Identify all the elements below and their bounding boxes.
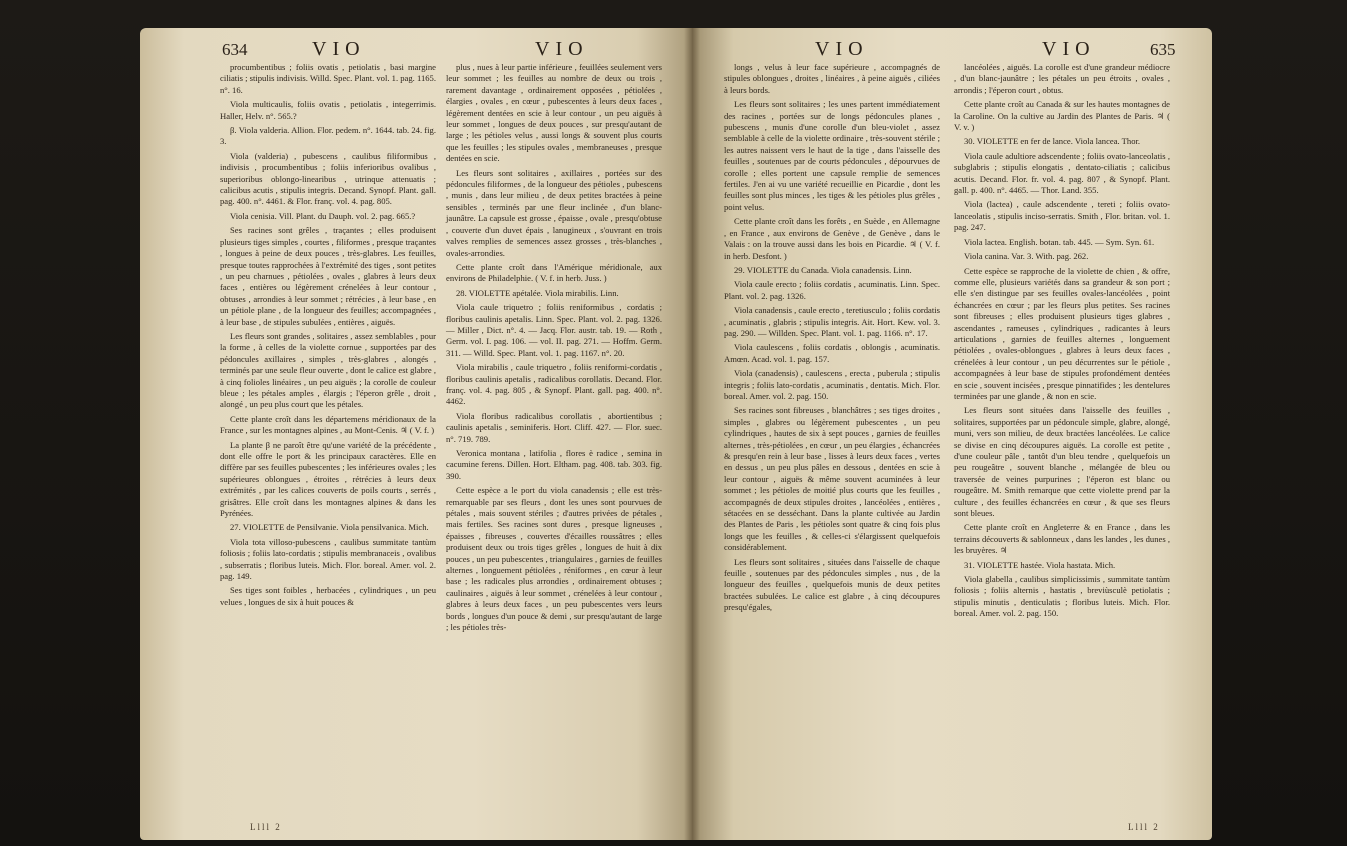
paragraph: Viola multicaulis, foliis ovatis , petiolatis , integerrimis. Haller, Helv. n°. 565.?	[220, 99, 436, 121]
right-header-right: VIO	[1042, 38, 1096, 60]
paragraph: Ses racines sont grêles , traçantes ; elles produisent plusieurs tiges simples , courtes , filiformes , presque traçantes , longues à peine de deux pouces , très-glabres. Les feuilles, presque toutes rapprochées à l'extrémité des tiges , sont petites , un peu charnues , pétiolées , ovales , glabres à leurs deux faces , entières ou légèrement crénelées à leur contour , obtuses , arrondies à leur sommet ; rétrécies , à leur base , en un pétiole plane , de la longueur des feuilles; accompagnées , à leur base , de stipules subulées , entières , aiguës.	[220, 225, 436, 327]
paragraph: Viola mirabilis , caule triquetro , foliis reniformi-cordatis , floribus caulinis apetalis , radicalibus corollatis. Decand. Flor. franç. vol. 4. pag. 805 , & Synopf. Plant. gall. pag. 400. n°. 4462.	[446, 362, 662, 407]
paragraph: 31. VIOLETTE hastée. Viola hastata. Mich.	[964, 559, 1116, 570]
paragraph: Viola caulescens , foliis cordatis , oblongis , acuminatis. Amœn. Acad. vol. 1. pag. 157.	[724, 342, 940, 364]
paragraph: Les fleurs sont solitaires , axillaires , portées sur des pédoncules filiformes , de la longueur des pétioles , pubescens , munis , dans leur milieu , de deux petites bractées à peine sensibles , terminés par une fleur inclinée , d'un blanc-jaunâtre. La capsule est grosse , épaisse , ovale , presqu'obtuse , couverte d'un duvet épais , lanugineux , s'ouvrant en trois valves remplies de semences assez grosses , très-blanches , ovales-arrondies.	[446, 167, 662, 258]
paragraph: Cette plante croît en Angleterre & en France , dans les terrains découverts & sablonneux , dans les landes , les dunes , les bruyères. ♃	[954, 522, 1170, 556]
paragraph: Viola caule adultiore adscendente ; foliis ovato-lanceolatis , subglabris ; stipulis elongatis , dentato-ciliatis ; calicibus acutis. Decand. Flor. fr. vol. 4. pag. 807 , & Synopf. Plant. gall. p. 400. n°. 4465. — Thor. Land. 355.	[954, 150, 1170, 196]
paragraph: Viola canadensis , caule erecto , teretiusculo ; foliis cordatis , acuminatis , glabris ; stipulis integris. Ait. Hort. Kew. vol. 3. pag. 290. — Willden. Spec. Plant. vol. 1. pag. 1166. n°. 17.	[724, 305, 940, 338]
paragraph: Viola caule erecto ; foliis cordatis , acuminatis. Linn. Spec. Plant. vol. 2. pag. 1326.	[724, 279, 940, 301]
paragraph: Viola caule triquetro ; foliis reniformibus , cordatis ; floribus caulinis apetalis. Linn. Spec. Plant. vol. 2. pag. 1326. — Miller , Dict. n°. 4. — Jacq. Flor. austr. tab. 19. — Roth , Germ. vol. I. pag. 106. — vol. II. pag. 271. — Hoffm. Germ. 311. — Willd. Spec. Plant. vol. 1. pag. 1167. n°. 20.	[446, 302, 662, 358]
paragraph: Cette espèce a le port du viola canadensis ; elle est très-remarquable par ses fleurs , dont les unes sont pourvues de pétales , mais souvent stériles ; d'autres privées de pétales , mais fertiles. Ses racines sont dures , presque ligneuses , épaisses , fibreuses , couvertes d'écailles roussâtres ; elles produisent deux ou trois tiges grêles , longues de huit à dix pouces , un peu pubescentes , triangulaires , garnies de feuilles alternes , longuement pétiolées , réniformes , en cœur à leur base ; les radicales plus arrondies , ordinairement obtuses ; caulinaires , aiguës à leur sommet , crénelées à leur contour , glabres à leurs deux faces , un peu pubescentes vers leurs bords , longues d'un pouce & demi , sur presqu'autant de large ; les pétioles très-	[446, 485, 662, 633]
paragraph: Ses tiges sont foibles , herbacées , cylindriques , un peu velues , longues de six à huit pouces &	[220, 585, 436, 607]
paragraph: Ses racines sont fibreuses , blanchâtres ; ses tiges droites , simples , glabres ou légèrement pubescentes , un peu cylindriques , hautes de six à sept pouces , garnies de feuilles alternes , très-pétiolées , en cœur , un peu élargies , échancrées & presqu'en rein à leur base , lisses à leurs deux faces , vertes en dessus , un peu plus pâles en dessous , dentées en scie à leur contour , aiguës & même souvent acuminées à leur sommet ; les pétioles de moitié plus courts que les feuilles , accompagnés de deux stipules droites , lancéolées , entières , sétacées en se desséchant. Dans la plante cultivée au Jardin des Plantes de Paris , les pétioles sont quatre & cinq fois plus longs que les feuilles , & celles-ci s'élargissent quelquefois considérablement.	[724, 405, 940, 553]
paragraph: Viola floribus radicalibus corollatis , abortientibus ; caulinis apetalis , seminiferis. Hort. Cliff. 427. — Flor. suec. n°. 719. 789.	[446, 410, 662, 444]
left-header-right: VIO	[535, 38, 589, 60]
book-gutter	[684, 28, 700, 840]
left-column-1	[220, 62, 436, 611]
paragraph: Viola cenisia. Vill. Plant. du Dauph. vol. 2. pag. 665.?	[230, 210, 416, 221]
paragraph: Viola (valderia) , pubescens , caulibus filiformibus , indivisis , procumbentibus ; foliis inferioribus ovalibus , superioribus oblongo-linearibus , utrinque attenuatis ; calicibus acutis , stipulis integris. Decand. Synopf. Plant. gall. pag. 400. n°. 4461. & Flor. franç. vol. 4. pag. 805.	[220, 150, 436, 207]
paragraph: Viola (lactea) , caule adscendente , tereti ; foliis ovato-lanceolatis , stipulis inciso-serratis. Smith , Flor. britan. vol. 1. pag. 247.	[954, 199, 1170, 233]
left-header-left: VIO	[312, 38, 366, 60]
paragraph: 28. VIOLETTE apétalée. Viola mirabilis. Linn.	[456, 287, 619, 298]
paragraph: 29. VIOLETTE du Canada. Viola canadensis. Linn.	[734, 264, 912, 275]
paragraph: β. Viola valderia. Allion. Flor. pedem. n°. 1644. tab. 24. fig. 3.	[220, 125, 436, 147]
paragraph: longs , velus à leur face supérieure , accompagnés de stipules oblongues , droites , linéaires , à peine aiguës , ciliées à leurs bords.	[724, 62, 940, 95]
paragraph: procumbentibus ; foliis ovatis , petiolatis , basi margine ciliatis ; stipulis indivisis. Willd. Spec. Plant. vol. 1. pag. 1165. n°. 16.	[220, 62, 436, 95]
right-header-left: VIO	[815, 38, 869, 60]
left-page-number: 634	[222, 40, 248, 59]
paragraph: Veronica montana , latifolia , flores è radice , semina in cacumine ferens. Dillen. Hort. Eltham. pag. 408. tab. 303. fig. 390.	[446, 448, 662, 481]
paragraph: Cette plante croît dans l'Amérique méridionale, aux environs de Philadelphie. ( V. f. in herb. Juss. )	[446, 261, 662, 284]
right-column-2	[954, 62, 1170, 623]
paragraph: Viola (canadensis) , caulescens , erecta , puberula ; stipulis integris ; foliis lato-cordatis , acuminatis , dentatis. Mich. Flor. boreal. Amer. vol. 2. pag. 150.	[724, 368, 940, 401]
paragraph: Viola tota villoso-pubescens , caulibus summitate tantùm foliosis ; foliis lato-cordatis ; stipulis membranaceis , ovalibus , subserratis ; floribus luteis. Mich. Flor. boreal. Amer. vol. 2. pag. 149.	[220, 536, 436, 582]
paragraph: Viola lactea. English. botan. tab. 445. — Sym. Syn. 61.	[964, 236, 1155, 247]
paragraph: 27. VIOLETTE de Pensilvanie. Viola pensilvanica. Mich.	[230, 522, 429, 533]
right-page-number: 635	[1150, 40, 1176, 59]
paragraph: Les fleurs sont situées dans l'aisselle des feuilles , solitaires, supportées par un pédoncule simple, glabre, alongé, muni, vers son milieu, de deux bractées lancéolées. Le calice se divise en cinq découpures aiguës. La corolle est petite , d'une couleur pâle , tantôt d'un bleu tendre , quelquefois un peu rougeâtre , souvent blanche , mélangée de bleu ou traversée de veines purpurines ; l'éperon est blanc ou rougeâtre. M. Smith remarque que cette violette prend par la culture , des feuilles échancrées en cœur , & que ses fleurs sont bleues.	[954, 405, 1170, 519]
paragraph: Cette plante croît dans les forêts , en Suède , en Allemagne , en France , aux environs de Genève , de Genève , dans le Valais : on la trouve aussi dans les bois en Picardie. ♃ ( V. f. in herb. Desfont. )	[724, 216, 940, 261]
paragraph: Cette espèce se rapproche de la violette de chien , & offre, comme elle, plusieurs variétés dans sa grandeur & son port ; elle s'en distingue par ses feuilles ovales-lancéolées , point échancrées en cœur ; par les fleurs plus petites. Ses racines sont fibreuses ; elles produisent plusieurs tiges glabres , ascendantes , rameuses , cylindriques , radicantes à leurs articulations , garnies de feuilles alternes , longuement pétiolées , ovales-oblongues , glabres à leurs deux faces , crénelées à leur contour , un peu décurrentes sur le pétiole , accompagnées à leur base de stipules profondément dentées en scie , souvent incisées , presque pinnatifides ; les dentelures terminées par une glande , & non en scie.	[954, 265, 1170, 401]
paragraph: Les fleurs sont solitaires ; les unes partent immédiatement des racines , portées sur de longs pédoncules planes , pubescens , munis d'une corolle d'un bleu-violet , assez semblable à celle de la violette ordinaire , très-souvent stérile ; les autres naissent vers le haut de la tige , dans l'aisselle des feuilles , soutenues par de courts pédoncules , dépourvues de corolle ; elles portent une capsule remplie de semences fertiles. J'en ai vu une variété recueillie en Picardie , dont les feuilles sont plus minces , les tiges & les pétioles plus grêles , point velus.	[724, 99, 940, 212]
right-footer-signature: Llll 2	[1128, 822, 1160, 832]
left-column-2	[446, 62, 662, 637]
paragraph: Les fleurs sont grandes , solitaires , assez semblables , pour la forme , à celles de la violette cornue , supportées par des pédoncules axillaires , simples , très-glabres , alongés , terminés par une seule fleur ouverte , dont le calice est glabre , à cinq folioles linéaires , un peu aiguës ; la corolle de couleur bleue ; les pétales amples , élargis ; l'éperon grêle , droit , alongé , un peu plus court que les pétales.	[220, 330, 436, 410]
paragraph: Viola glabella , caulibus simplicissimis , summitate tantùm foliosis ; foliis alternis , hastatis , breviùsculè petiolatis ; stipulis minutis , denticulatis ; floribus luteis. Mich. Flor. boreal. Amer. vol. 2. pag. 150.	[954, 574, 1170, 619]
paragraph: lancéolées , aiguës. La corolle est d'une grandeur médiocre , d'un blanc-jaunâtre ; les pétales un peu étroits , ovales , arrondis ; l'éperon court , obtus.	[954, 62, 1170, 95]
paragraph: plus , nues à leur partie inférieure , feuillées seulement vers leur sommet ; les feuilles au nombre de deux ou trois , rarement davantage , ordinairement opposées , pétiolées , élargies , ovales , en cœur , pubescentes à leurs deux faces , légèrement dentées en scie à leur contour , un peu aiguës à leur sommet , longues de deux pouces , sur presqu'autant de large ; les pétioles velus , aussi longs & souvent plus courts que les feuilles ; les stipules ovales , membraneuses , presque dentées en scie.	[446, 62, 662, 164]
paragraph: Viola canina. Var. 3. With. pag. 262.	[964, 251, 1089, 262]
paragraph: Les fleurs sont solitaires , situées dans l'aisselle de chaque feuille , soutenues par des pédoncules simples , nus , de la longueur des feuilles , quelquefois munis de deux petites bractées subulées. Le calice est glabre , à cinq découpures presqu'égales,	[724, 556, 940, 613]
left-footer-signature: Llll 2	[250, 822, 282, 832]
right-column-1	[724, 62, 940, 617]
paragraph: Cette plante croît dans les départemens méridionaux de la France , sur les montagnes alpines , au Mont-Cenis. ♃ ( V. f. )	[220, 413, 436, 436]
paragraph: 30. VIOLETTE en fer de lance. Viola lancea. Thor.	[964, 136, 1141, 147]
paragraph: Cette plante croît au Canada & sur les hautes montagnes de la Caroline. On la cultive au Jardin des Plantes de Paris. ♃ ( V. v. )	[954, 99, 1170, 133]
paragraph: La plante β ne paroît être qu'une variété de la précédente , dont elle offre le port & les principaux caractères. Elle en diffère par ses feuilles pubescentes ; les inférieures ovales ; les supérieures oblongues , étroites , rétrécies à leurs deux extrémités , par les calices couverts de poils courts , serrés , grisâtres. Elle croît dans les montagnes alpines & dans les Pyrénées.	[220, 439, 436, 519]
